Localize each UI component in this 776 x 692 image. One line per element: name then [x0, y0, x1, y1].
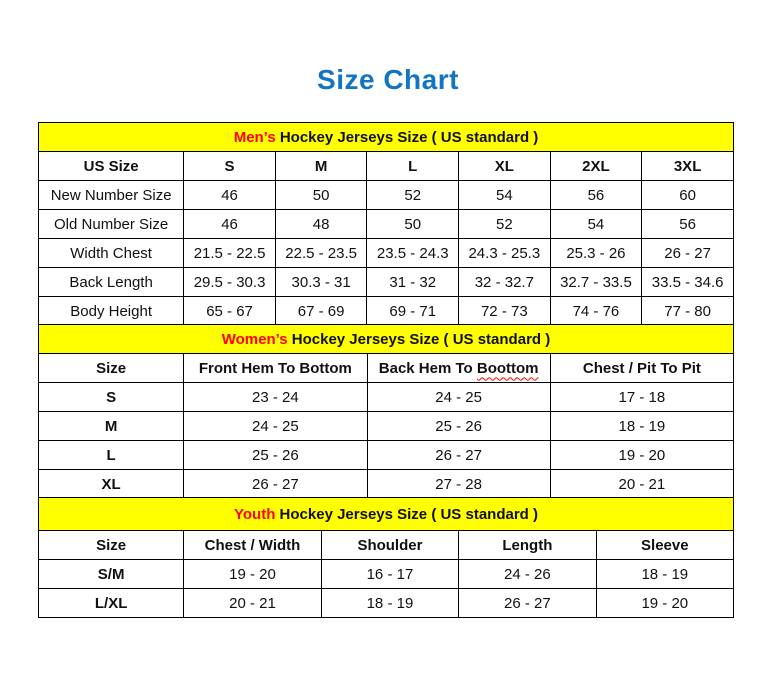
- value-cell: 54: [550, 210, 642, 239]
- row-label: Body Height: [39, 297, 184, 326]
- value-cell: 17 - 18: [550, 383, 733, 412]
- women-size-table: [38, 324, 734, 499]
- men-col-header-0: [39, 152, 184, 181]
- value-cell: 24 - 25: [367, 383, 550, 412]
- women-section-title: [39, 325, 734, 354]
- men-section-title-row: [39, 123, 734, 152]
- men-col-header-1: [184, 152, 276, 181]
- value-cell: 56: [550, 181, 642, 210]
- youth-section-title-row: [39, 498, 734, 531]
- value-cell: 23.5 - 24.3: [367, 239, 459, 268]
- youth-col-header-3: [459, 531, 596, 560]
- value-cell: 50: [275, 181, 367, 210]
- row-label: New Number Size: [39, 181, 184, 210]
- col-header-label: Shoulder: [357, 536, 423, 554]
- value-cell: 31 - 32: [367, 268, 459, 297]
- value-cell: 26 - 27: [184, 470, 367, 499]
- value-cell: 22.5 - 23.5: [275, 239, 367, 268]
- value-cell: 26 - 27: [367, 441, 550, 470]
- women-data-row: [39, 383, 734, 412]
- youth-col-header-1: [184, 531, 321, 560]
- value-cell: 46: [184, 181, 276, 210]
- row-label: L: [39, 441, 184, 470]
- col-header-label: Chest / Pit To Pit: [582, 359, 701, 377]
- value-cell: 25 - 26: [184, 441, 367, 470]
- value-cell: 29.5 - 30.3: [184, 268, 276, 297]
- youth-header-row: [39, 531, 734, 560]
- men-data-row: [39, 239, 734, 268]
- women-title-text: Hockey Jerseys Size ( US standard ): [287, 330, 551, 348]
- men-col-header-6: [642, 152, 734, 181]
- women-data-row: [39, 441, 734, 470]
- col-header-label: Front Hem To Bottom: [198, 359, 352, 377]
- youth-data-row: [39, 589, 734, 618]
- value-cell: 77 - 80: [642, 297, 734, 326]
- value-cell: 50: [367, 210, 459, 239]
- men-size-table: [38, 122, 734, 326]
- youth-title-accent: Youth: [234, 505, 276, 523]
- men-col-header-2: [275, 152, 367, 181]
- women-data-row: [39, 470, 734, 499]
- youth-size-table: [38, 497, 734, 618]
- col-header-label: US Size: [83, 157, 139, 175]
- value-cell: 74 - 76: [550, 297, 642, 326]
- value-cell: 18 - 19: [596, 560, 733, 589]
- value-cell: 20 - 21: [184, 589, 321, 618]
- women-col-header-0: [39, 354, 184, 383]
- value-cell: 25.3 - 26: [550, 239, 642, 268]
- value-cell: 24 - 25: [184, 412, 367, 441]
- col-header-label: Length: [502, 536, 553, 554]
- youth-col-header-0: [39, 531, 184, 560]
- value-cell: 25 - 26: [367, 412, 550, 441]
- value-cell: 20 - 21: [550, 470, 733, 499]
- value-cell: 26 - 27: [459, 589, 596, 618]
- col-header-label: M: [314, 157, 328, 175]
- value-cell: 19 - 20: [184, 560, 321, 589]
- col-header-label: Back Hem To: [378, 359, 477, 377]
- value-cell: 21.5 - 22.5: [184, 239, 276, 268]
- col-header-label: Size: [96, 359, 127, 377]
- value-cell: 26 - 27: [642, 239, 734, 268]
- value-cell: 30.3 - 31: [275, 268, 367, 297]
- men-col-header-3: [367, 152, 459, 181]
- women-section-title-row: [39, 325, 734, 354]
- youth-col-header-4: [596, 531, 733, 560]
- women-header-row: [39, 354, 734, 383]
- value-cell: 46: [184, 210, 276, 239]
- misspelled-word: Boottom: [476, 359, 539, 377]
- value-cell: 69 - 71: [367, 297, 459, 326]
- men-col-header-5: [550, 152, 642, 181]
- col-header-label: Sleeve: [641, 536, 689, 554]
- value-cell: 72 - 73: [459, 297, 551, 326]
- value-cell: 23 - 24: [184, 383, 367, 412]
- value-cell: 48: [275, 210, 367, 239]
- value-cell: 52: [367, 181, 459, 210]
- youth-title-text: Hockey Jerseys Size ( US standard ): [275, 505, 538, 523]
- value-cell: 16 - 17: [321, 560, 458, 589]
- men-title-accent: Men’s: [233, 128, 276, 146]
- row-label: L/XL: [39, 589, 184, 618]
- value-cell: 19 - 20: [550, 441, 733, 470]
- value-cell: 19 - 20: [596, 589, 733, 618]
- row-label: Old Number Size: [39, 210, 184, 239]
- women-title-accent: Women’s: [221, 330, 288, 348]
- size-chart-tables: [38, 122, 734, 618]
- page-title: Size Chart: [317, 64, 459, 95]
- men-data-row: [39, 181, 734, 210]
- col-header-label: L: [408, 157, 418, 175]
- value-cell: 60: [642, 181, 734, 210]
- men-title-text: Hockey Jerseys Size ( US standard ): [275, 128, 539, 146]
- men-header-row: [39, 152, 734, 181]
- value-cell: 56: [642, 210, 734, 239]
- value-cell: 32.7 - 33.5: [550, 268, 642, 297]
- value-cell: 67 - 69: [275, 297, 367, 326]
- row-label: S/M: [39, 560, 184, 589]
- women-col-header-2: [367, 354, 550, 383]
- value-cell: 54: [459, 181, 551, 210]
- row-label: M: [39, 412, 184, 441]
- value-cell: 24 - 26: [459, 560, 596, 589]
- value-cell: 52: [459, 210, 551, 239]
- value-cell: 27 - 28: [367, 470, 550, 499]
- value-cell: 33.5 - 34.6: [642, 268, 734, 297]
- value-cell: 32 - 32.7: [459, 268, 551, 297]
- youth-data-row: [39, 560, 734, 589]
- value-cell: 18 - 19: [321, 589, 458, 618]
- men-data-row: [39, 210, 734, 239]
- col-header-label: 2XL: [582, 157, 610, 175]
- youth-section-title: [39, 498, 734, 531]
- col-header-label: S: [224, 157, 235, 175]
- col-header-label: Size: [96, 536, 127, 554]
- value-cell: 18 - 19: [550, 412, 733, 441]
- women-col-header-1: [184, 354, 367, 383]
- row-label: XL: [39, 470, 184, 499]
- men-data-row: [39, 268, 734, 297]
- value-cell: 65 - 67: [184, 297, 276, 326]
- men-section-title: [39, 123, 734, 152]
- row-label: S: [39, 383, 184, 412]
- col-header-label: XL: [494, 157, 514, 175]
- value-cell: 24.3 - 25.3: [459, 239, 551, 268]
- men-data-row: [39, 297, 734, 326]
- men-col-header-4: [459, 152, 551, 181]
- women-data-row: [39, 412, 734, 441]
- row-label: Width Chest: [39, 239, 184, 268]
- col-header-label: Chest / Width: [204, 536, 301, 554]
- youth-col-header-2: [321, 531, 458, 560]
- women-col-header-3: [550, 354, 733, 383]
- col-header-label: 3XL: [673, 157, 702, 175]
- row-label: Back Length: [39, 268, 184, 297]
